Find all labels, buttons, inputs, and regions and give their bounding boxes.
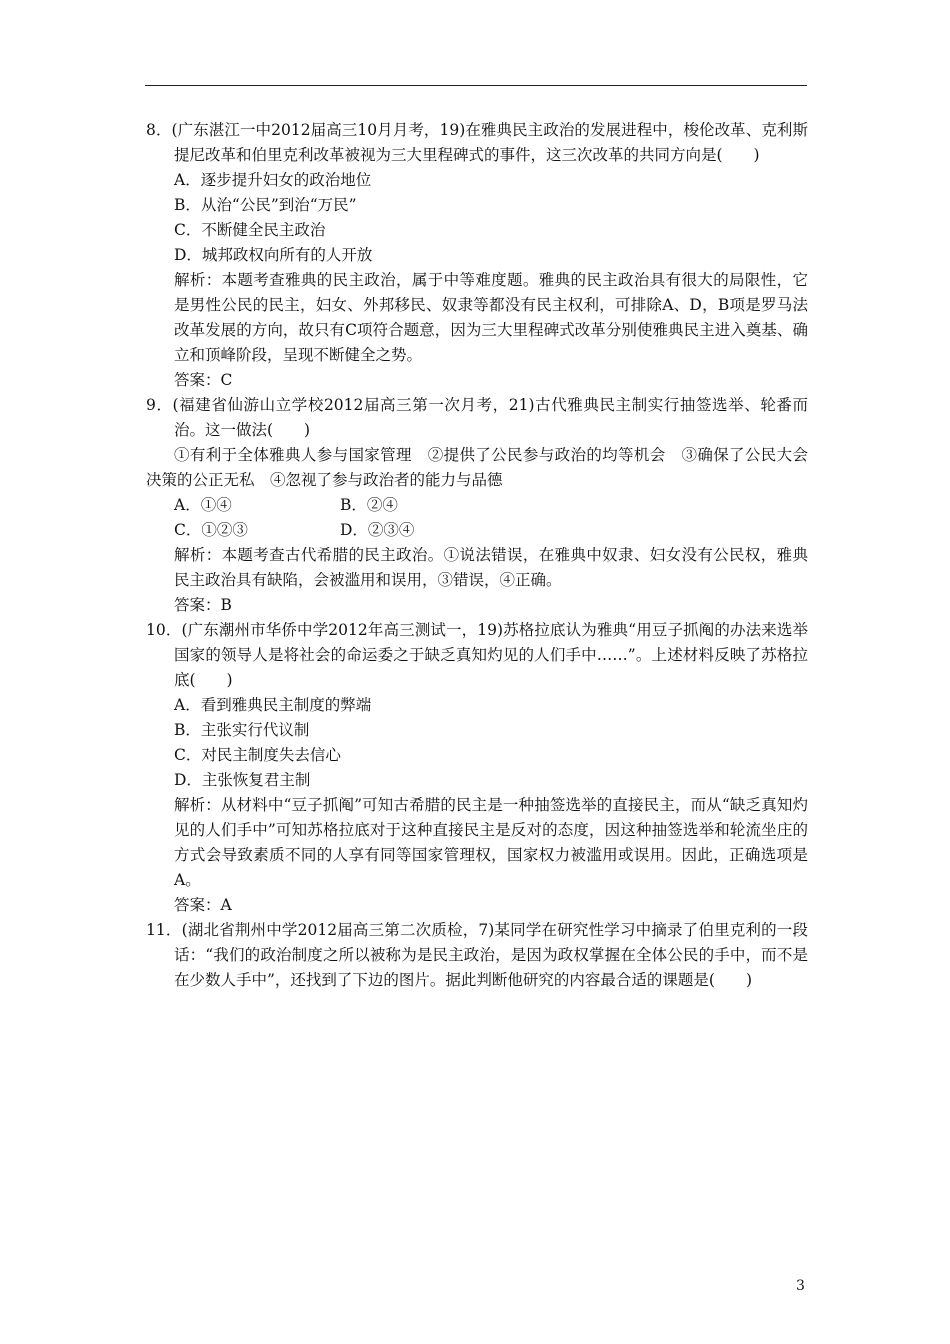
analysis: 解析：本题考查雅典的民主政治，属于中等难度题。雅典的民主政治具有很大的局限性，它是男性公民的民主，妇女、外邦移民、奴隶等都没有民主权利，可排除A、D，B项是罗马法改革发展的方向，故只有C项符合题意，因为三大里程碑式改革分别使雅典民主进入奠基、确立和顶峰阶段，呈现不断健全之势。: [174, 271, 808, 364]
analysis: 解析：本题考查古代希腊的民主政治。①说法错误，在雅典中奴隶、妇女没有公民权，雅典民主政治具有缺陷，会被滥用和误用，③错误，④正确。: [174, 546, 808, 589]
option-c: C．①②③: [174, 521, 248, 539]
option-a: A．逐步提升妇女的政治地位: [174, 171, 372, 189]
answer: 答案：A: [174, 896, 232, 914]
question-10: [146, 618, 808, 918]
option-b: B．从治“公民”到治“万民”: [174, 196, 357, 214]
answer: 答案：B: [174, 596, 232, 614]
analysis: 解析：从材料中“豆子抓阄”可知古希腊的民主是一种抽签选举的直接民主，而从“缺乏真知灼见的人们手中”可知苏格拉底对于这种直接民主是反对的态度，因这种抽签选举和轮流坐庄的方式会导致素质不同的人享有同等国家管理权，国家权力被滥用或误用。因此，正确选项是A。: [174, 796, 808, 889]
header-rule: [145, 85, 807, 86]
page-number: 3: [796, 1278, 805, 1294]
statements: ①有利于全体雅典人参与国家管理 ②提供了公民参与政治的均等机会 ③确保了公民大会决策的公正无私 ④忽视了参与政治者的能力与品德: [146, 446, 808, 489]
question-11: [146, 918, 808, 993]
question-stem: 10．(广东潮州市华侨中学2012年高三测试一，19)苏格拉底认为雅典“用豆子抓阄的办法来选举国家的领导人是将社会的命运委之于缺乏真知灼见的人们手中……”。上述材料反映了苏格拉底( ): [146, 621, 808, 689]
question-stem: 8．(广东湛江一中2012届高三10月月考，19)在雅典民主政治的发展进程中，梭伦改革、克利斯提尼改革和伯里克利改革被视为三大里程碑式的事件，这三次改革的共同方向是( ): [146, 121, 808, 164]
option-b: B．②④: [340, 496, 398, 514]
option-d: D．城邦政权向所有的人开放: [174, 246, 373, 264]
option-a: A．①④: [174, 496, 232, 514]
answer: 答案：C: [174, 371, 233, 389]
option-a: A．看到雅典民主制度的弊端: [174, 696, 372, 714]
option-d: D．②③④: [340, 521, 415, 539]
options-row-1: [146, 493, 808, 518]
options-row-2: [146, 518, 808, 543]
option-b: B．主张实行代议制: [174, 721, 310, 739]
question-8: [146, 118, 808, 393]
option-c: C．对民主制度失去信心: [174, 746, 341, 764]
question-9: [146, 393, 808, 618]
page-content: [146, 118, 808, 993]
question-stem: 9．(福建省仙游山立学校2012届高三第一次月考，21)古代雅典民主制实行抽签选举、轮番而治。这一做法( ): [146, 396, 808, 439]
question-stem: 11．(湖北省荆州中学2012届高三第二次质检，7)某同学在研究性学习中摘录了伯里克利的一段话：“我们的政治制度之所以被称为是民主政治，是因为政权掌握在全体公民的手中，而不是在少数人手中”，还找到了下边的图片。据此判断他研究的内容最合适的课题是( ): [146, 921, 808, 989]
option-d: D．主张恢复君主制: [174, 771, 311, 789]
option-c: C．不断健全民主政治: [174, 221, 326, 239]
